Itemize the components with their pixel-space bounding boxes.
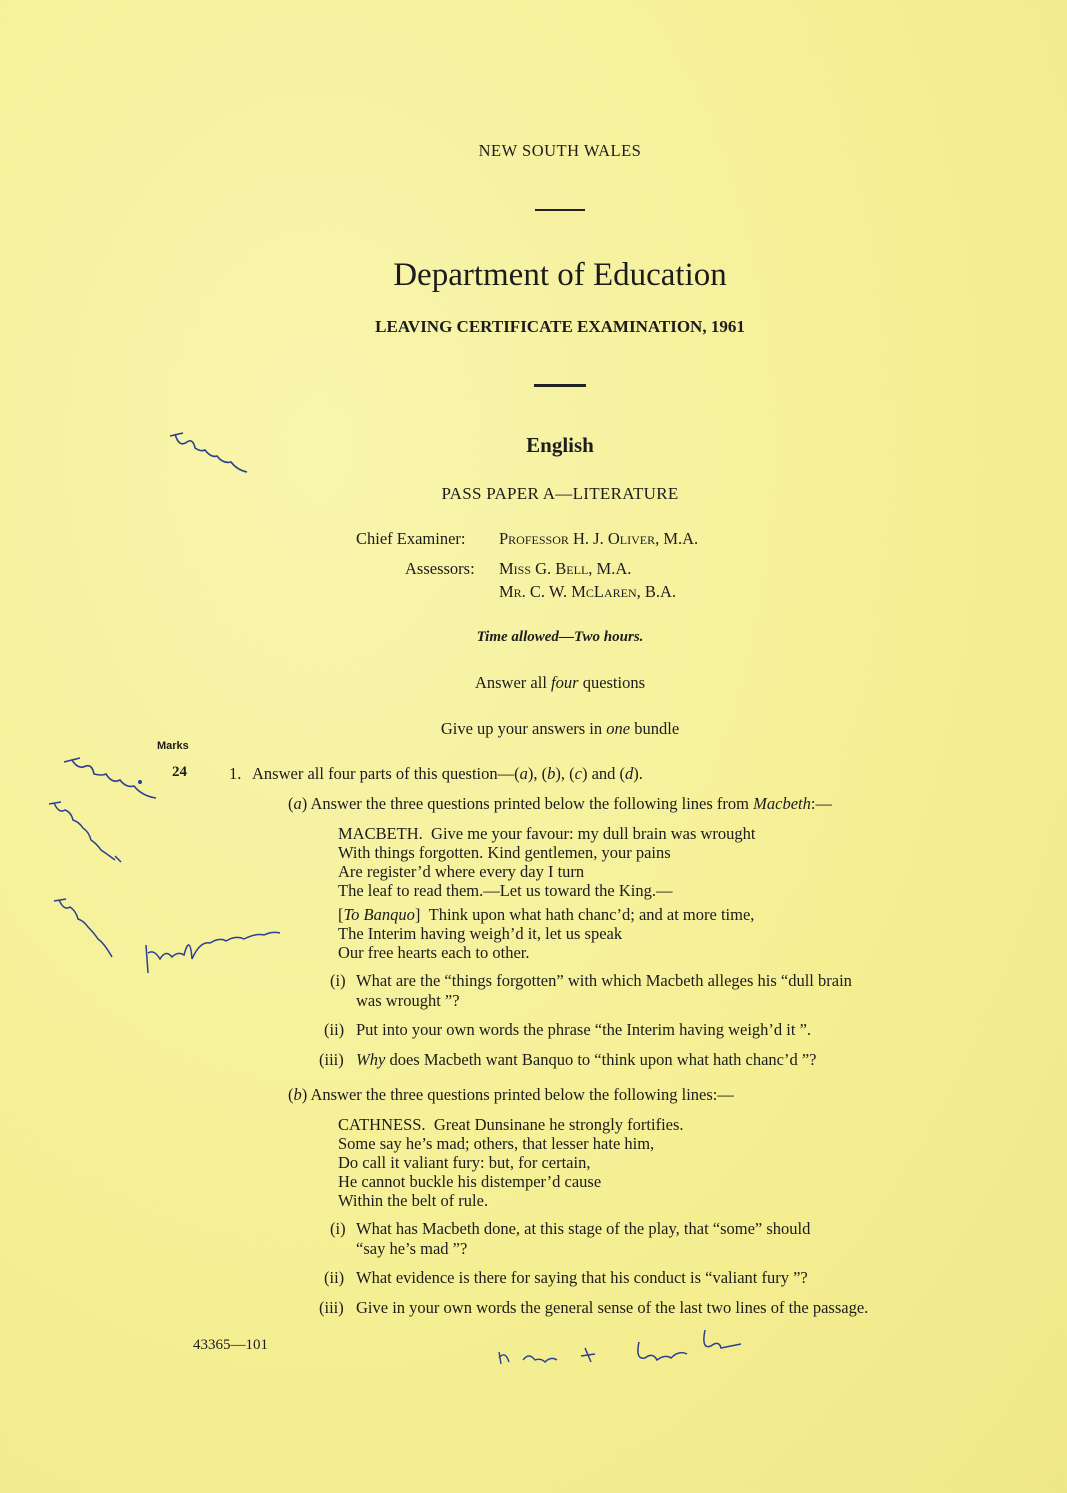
part-a-subq-1-num: (i) [330,971,346,990]
part-b-subq-1-text: What has Macbeth done, at this stage of the play, that “some” should “say he’s mad ”? [356,1219,811,1258]
divider-bottom [534,384,586,387]
passage-line: CATHNESS. Great Dunsinane he strongly fortifies. [338,1115,684,1134]
assessors-label: Assessors: [405,559,475,578]
part-a-subq-3-num: (iii) [319,1050,344,1069]
part-b-subq-1-num: (i) [330,1219,346,1238]
bundle-instruction: Give up your answers in one bundle [440,719,680,738]
state-heading: NEW SOUTH WALES [478,141,642,160]
subject-title: English [526,433,594,457]
paper-title: PASS PAPER A—LITERATURE [441,484,679,503]
part-b-intro: (b) Answer the three questions printed below the following lines:— [288,1085,734,1104]
cathness-passage [338,1115,898,1210]
question-1-number: 1. [229,764,242,783]
question-1-text: Answer all four parts of this question—(a), (b), (c) and (d). [252,764,643,783]
part-a-subq-3-text: Why does Macbeth want Banquo to “think upon what hath chanc’d ”? [356,1050,817,1069]
passage-line: The Interim having weigh’d it, let us speak [338,924,623,943]
paper-code: 43365—101 [193,1337,268,1353]
passage-line: He cannot buckle his distemper’d cause [338,1172,602,1191]
chief-examiner-name: Professor H. J. Oliver, M.A. [499,529,699,548]
passage-line: With things forgotten. Kind gentlemen, your pains [338,843,671,862]
part-b-subq-2-num: (ii) [324,1268,345,1287]
passage-line: [To Banquo] Think upon what hath chanc’d; and at more time, [338,905,755,924]
department-title: Department of Education [393,257,727,293]
passage-line: Our free hearts each to other. [338,943,530,962]
handwritten-signature-icon [495,1320,755,1370]
part-b-subq-3-num: (iii) [319,1298,344,1317]
passage-line: MACBETH. Give me your favour: my dull brain was wrought [338,824,756,843]
part-a-subq-2-text: Put into your own words the phrase “the Interim having weigh’d it ”. [356,1020,812,1039]
marks-label: Marks [157,740,189,752]
handwritten-scribble-icon [165,428,255,488]
passage-line: The leaf to read them.—Let us toward the King.— [338,881,673,900]
handwritten-scribble-icon [50,893,290,983]
time-allowed: Time allowed—Two hours. [476,629,644,645]
passage-line: Some say he’s mad; others, that lesser hate him, [338,1134,655,1153]
marks-value: 24 [172,764,187,780]
part-a-subq-2-num: (ii) [324,1020,345,1039]
chief-examiner-label: Chief Examiner: [356,529,466,548]
assessor-2: Mr. C. W. McLaren, B.A. [499,582,677,601]
assessor-1: Miss G. Bell, M.A. [499,559,632,578]
exam-title: LEAVING CERTIFICATE EXAMINATION, 1961 [375,317,745,336]
part-a-intro: (a) Answer the three questions printed below the following lines from Macbeth:— [288,794,832,813]
passage-line: Are register’d where every day I turn [338,862,585,881]
macbeth-passage [338,824,898,962]
passage-line: Within the belt of rule. [338,1191,489,1210]
divider-top [535,209,585,211]
part-b-subq-2-text: What evidence is there for saying that his conduct is “valiant fury ”? [356,1268,808,1287]
handwritten-scribble-icon [45,798,135,873]
part-b-subq-3-text: Give in your own words the general sense of the last two lines of the passage. [356,1298,869,1317]
part-a-subq-1-text: What are the “things forgotten” with which Macbeth alleges his “dull brain was wrought ”? [356,971,852,1010]
passage-line: Do call it valiant fury: but, for certain, [338,1153,591,1172]
answer-instruction: Answer all four questions [474,673,646,692]
